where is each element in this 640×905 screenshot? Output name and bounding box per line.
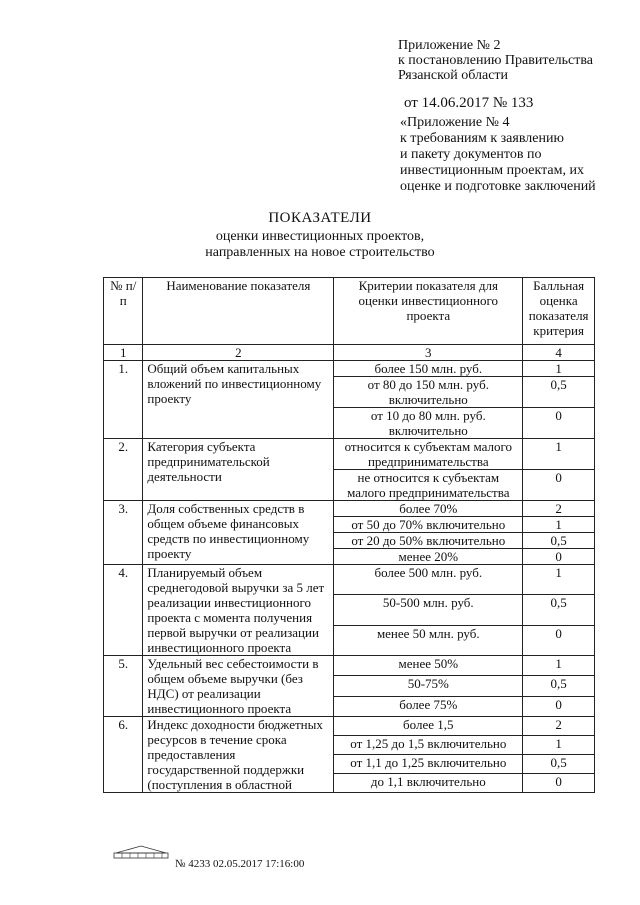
sub-header-line: и пакету документов по (400, 147, 542, 162)
criterion-text: от 20 до 50% включительно (334, 533, 523, 549)
column-number-row (104, 345, 595, 361)
document-title: ПОКАЗАТЕЛИ (268, 210, 372, 226)
document-subtitle: оценки инвестиционных проектов, (215, 229, 425, 244)
criterion-score: 1 (523, 361, 595, 377)
criterion-text: более 500 млн. руб. (334, 565, 523, 595)
criterion-score: 1 (523, 736, 595, 755)
criterion-text: относится к субъектам малого предпринимательства (334, 439, 523, 470)
criterion-score: 1 (523, 439, 595, 470)
header-line: Приложение № 2 (398, 38, 501, 53)
criterion-text: от 50 до 70% включительно (334, 517, 523, 533)
row-number: 6. (104, 717, 143, 793)
criterion-score: 2 (523, 717, 595, 736)
header-criteria: Критерии показателя для оценки инвестиционного проекта (334, 278, 523, 345)
table-row (104, 439, 595, 470)
column-number: 3 (334, 345, 523, 361)
indicator-name: Индекс доходности бюджетных ресурсов в течение срока предоставления государственной поддержки (поступления в областной (143, 717, 334, 793)
criterion-score: 0,5 (523, 533, 595, 549)
criterion-score: 0,5 (523, 755, 595, 774)
indicator-name: Удельный вес себестоимости в общем объеме выручки (без НДС) от реализации инвестиционного проекта (143, 656, 334, 717)
criterion-text: 50-75% (334, 676, 523, 696)
indicator-name: Доля собственных средств в общем объеме финансовых средств по инвестиционному проекту (143, 501, 334, 565)
criterion-score: 1 (523, 517, 595, 533)
criterion-text: от 80 до 150 млн. руб. включительно (334, 377, 523, 408)
criterion-text: более 1,5 (334, 717, 523, 736)
table-row (104, 717, 595, 736)
criterion-score: 0 (523, 625, 595, 655)
criterion-score: 0,5 (523, 676, 595, 696)
sub-header-line: оценке и подготовке заключений (400, 179, 596, 194)
building-stamp-icon (112, 844, 170, 860)
criterion-score: 0,5 (523, 377, 595, 408)
criterion-score: 2 (523, 501, 595, 517)
criterion-score: 0 (523, 549, 595, 565)
indicator-name: Планируемый объем среднегодовой выручки за 5 лет реализации инвестиционного проекта с момента получения первой выручки от реализации инвестиционного проекта (143, 565, 334, 656)
appendix-header (398, 38, 628, 83)
criterion-text: от 1,1 до 1,25 включительно (334, 755, 523, 774)
criterion-score: 0 (523, 408, 595, 439)
criterion-score: 0 (523, 696, 595, 716)
table-header-row (104, 278, 595, 345)
row-number: 4. (104, 565, 143, 656)
table-row (104, 361, 595, 377)
criterion-score: 0 (523, 774, 595, 793)
criterion-text: не относится к субъектам малого предпринимательства (334, 470, 523, 501)
indicator-name: Категория субъекта предпринимательской деятельности (143, 439, 334, 501)
document-subtitle: направленных на новое строительство (205, 245, 435, 260)
row-number: 3. (104, 501, 143, 565)
header-line: Рязанской области (398, 68, 509, 83)
criterion-text: менее 50% (334, 656, 523, 676)
column-number: 1 (104, 345, 143, 361)
criterion-text: менее 20% (334, 549, 523, 565)
sub-appendix-header (400, 115, 630, 195)
criterion-score: 1 (523, 565, 595, 595)
table-row (104, 656, 595, 676)
row-number: 5. (104, 656, 143, 717)
sub-header-line: к требованиям к заявлению (400, 131, 564, 146)
header-num: № п/п (104, 278, 143, 345)
decree-date: от 14.06.2017 № 133 (404, 95, 534, 111)
criterion-text: до 1,1 включительно (334, 774, 523, 793)
criterion-text: более 150 млн. руб. (334, 361, 523, 377)
table-row (104, 501, 595, 517)
sub-header-line: инвестиционным проектам, их (400, 163, 584, 178)
criterion-score: 0,5 (523, 595, 595, 625)
sub-header-line: «Приложение № 4 (400, 115, 510, 130)
header-line: к постановлению Правительства (398, 53, 594, 68)
indicators-table (103, 277, 595, 793)
registration-number: № 4233 02.05.2017 17:16:00 (175, 858, 305, 870)
criterion-text: 50-500 млн. руб. (334, 595, 523, 625)
criterion-text: от 1,25 до 1,5 включительно (334, 736, 523, 755)
criterion-text: менее 50 млн. руб. (334, 625, 523, 655)
column-number: 4 (523, 345, 595, 361)
table-row (104, 565, 595, 595)
criterion-score: 0 (523, 470, 595, 501)
indicator-name: Общий объем капитальных вложений по инвестиционному проекту (143, 361, 334, 439)
criterion-text: более 70% (334, 501, 523, 517)
header-score: Балльная оценка показателя критерия (523, 278, 595, 345)
criterion-text: от 10 до 80 млн. руб. включительно (334, 408, 523, 439)
column-number: 2 (143, 345, 334, 361)
row-number: 1. (104, 361, 143, 439)
criterion-score: 1 (523, 656, 595, 676)
header-name: Наименование показателя (143, 278, 334, 345)
criterion-text: более 75% (334, 696, 523, 716)
row-number: 2. (104, 439, 143, 501)
